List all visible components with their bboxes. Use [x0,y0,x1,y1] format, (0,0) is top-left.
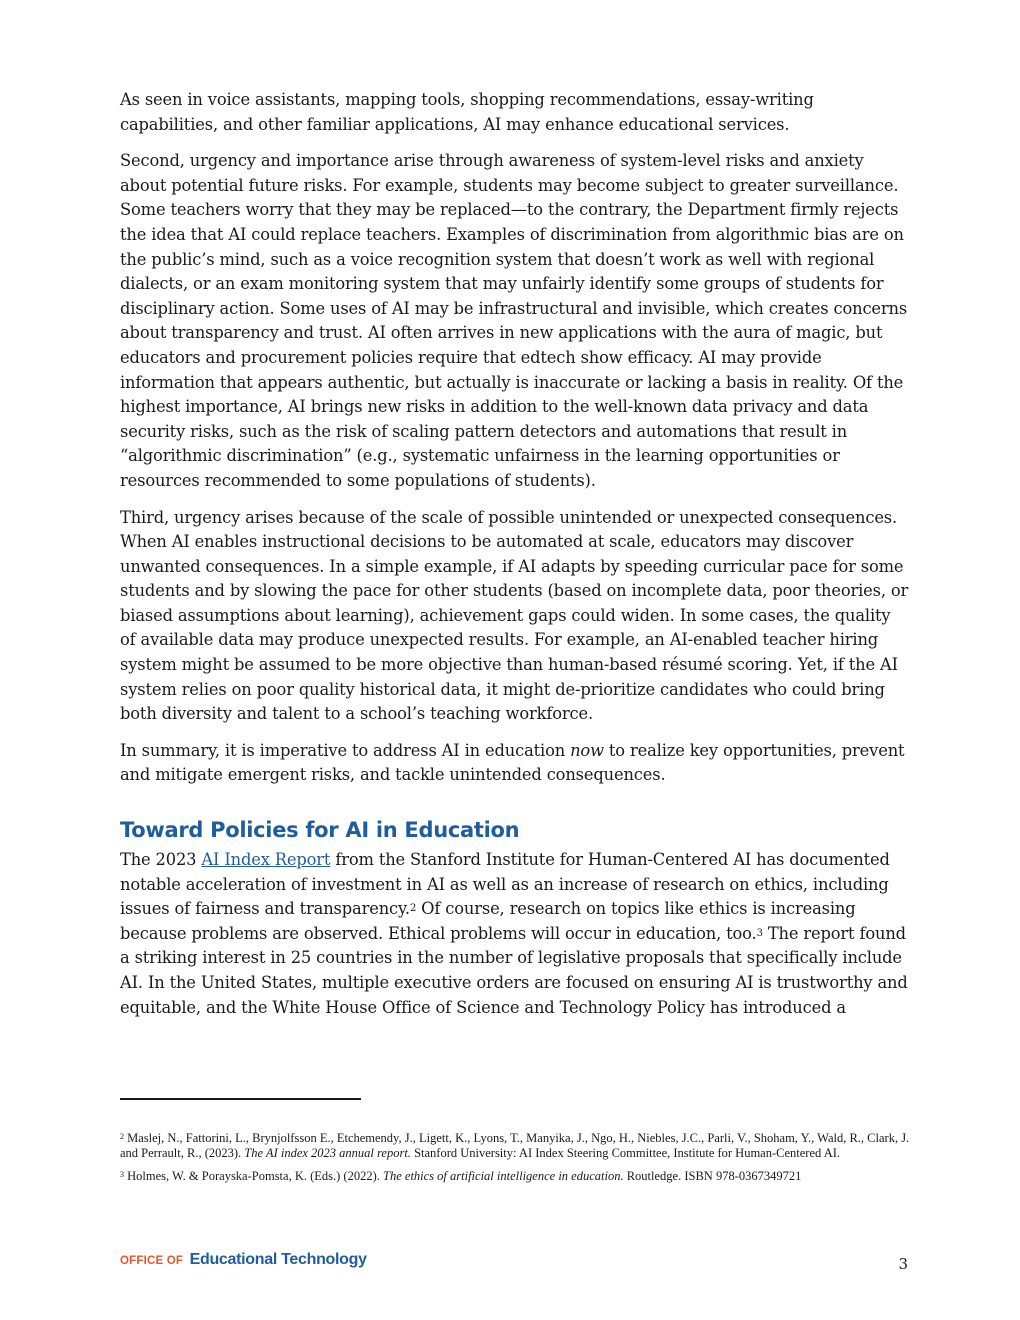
footnotes [120,1131,910,1191]
footer-logo [120,1251,367,1269]
body-paragraph-3 [120,506,910,727]
paragraph-text: The report found a striking interest in 25 countries in the number of legislative proposals that specifically include AI. In the United States, multiple executive orders are focused on ensuring AI is trustworthy and equitable, and the White House Office of Science and Technology Policy has introduced a [120,923,908,1017]
footnote-3 [120,1169,910,1184]
page-number: 3 [898,1255,908,1273]
footnote-2 [120,1131,910,1162]
paragraph-text: Second, urgency and importance arise through awareness of system-level risks and anxiety about potential future risks. For example, students may become subject to greater surveillance. Some teachers worry that they may be replaced—to the contrary, the Department firmly rejects the idea that AI could replace teachers. Examples of discrimination from algorithmic bias are on the public’s mind, such as a voice recognition system that doesn’t work as well with regional dialects, or an exam monitoring system that may unfairly identify some groups of students for disciplinary action. Some uses of AI may be infrastructural and invisible, which creates concerns about transparency and trust. AI often arrives in new applications with the aura of magic, but educators and procurement policies require that edtech show efficacy. AI may provide information that appears authentic, but actually is inaccurate or lacking a basis in reality. Of the highest importance, AI brings new risks in addition to the well-known data privacy and data security risks, such as the risk of scaling pattern detectors and automations that result in “algorithmic discrimination” (e.g., systematic unfairness in the learning opportunities or resources recommended to some populations of students). [120,151,908,490]
paragraph-text: from the Stanford Institute for Human-Centered AI has documented notable acceleration of investment in AI as well as an increase of research on ethics, including issues of fairness and transparency. [120,850,890,919]
footnote-text: Holmes, W. & Porayska-Pomsta, K. (Eds.) (2022). [124,1168,384,1183]
brand-name: Educational Technology [189,1251,367,1268]
brand-prefix: OFFICE OF [120,1255,184,1267]
footnote-ref-2[interactable]: 2 [409,903,417,915]
section-paragraph [120,848,910,1020]
body-paragraph-1 [120,88,910,137]
footnote-number: 3 [120,1169,124,1179]
footnote-title: The ethics of artificial intelligence in education. [383,1168,624,1183]
paragraph-text: Of course, research on topics like ethics is increasing because problems are observed. Ethical problems will occur in education, too. [120,899,856,943]
paragraph-text: The 2023 [120,850,202,870]
page-content [120,88,910,1032]
paragraph-text: Third, urgency arises because of the scale of possible unintended or unexpected consequences. When AI enables instructional decisions to be automated at scale, educators may discover unwanted consequences. In a simple example, if AI adapts by speeding curricular pace for some students and by slowing the pace for other students (based on incomplete data, poor theories, or biased assumptions about learning), achievement gaps could widen. In some cases, the quality of available data may produce unexpected results. For example, an AI-enabled teacher hiring system might be assumed to be more objective than human-based résumé scoring. Yet, if the AI system relies on poor quality historical data, it might de-prioritize candidates who could bring both diversity and talent to a school’s teaching workforce. [120,507,909,724]
paragraph-text: As seen in voice assistants, mapping tools, shopping recommendations, essay-writing capabilities, and other familiar applications, AI may enhance educational services. [120,90,814,134]
footnote-text: Stanford University: AI Index Steering Committee, Institute for Human-Centered AI. [410,1146,841,1161]
ai-index-report-link[interactable]: AI Index Report [201,850,331,870]
section-heading: Toward Policies for AI in Education [120,818,520,843]
footnote-title: The AI index 2023 annual report. [244,1146,411,1161]
footnote-text: Maslej, N., Fattorini, L., Brynjolfsson E., Etchemendy, J., Ligett, K., Lyons, T., Manyika, J., Ngo, H., Niebles, J.C., Parli, V., Shoham, Y., Wald, R., Clark, J. and Perrault, R., (2023). [120,1131,910,1161]
footnote-divider [120,1098,361,1100]
paragraph-text: In summary, it is imperative to address AI in education [120,740,571,760]
paragraph-text: to realize key opportunities, prevent and mitigate emergent risks, and tackle unintended consequences. [120,740,905,785]
emphasis-now: now [570,740,604,760]
footnote-text: Routledge. ISBN 978-0367349721 [623,1168,802,1183]
body-paragraph-2 [120,149,910,493]
footnote-ref-3[interactable]: 3 [756,927,763,939]
footnote-number: 2 [120,1132,124,1141]
body-paragraph-4 [120,739,910,788]
